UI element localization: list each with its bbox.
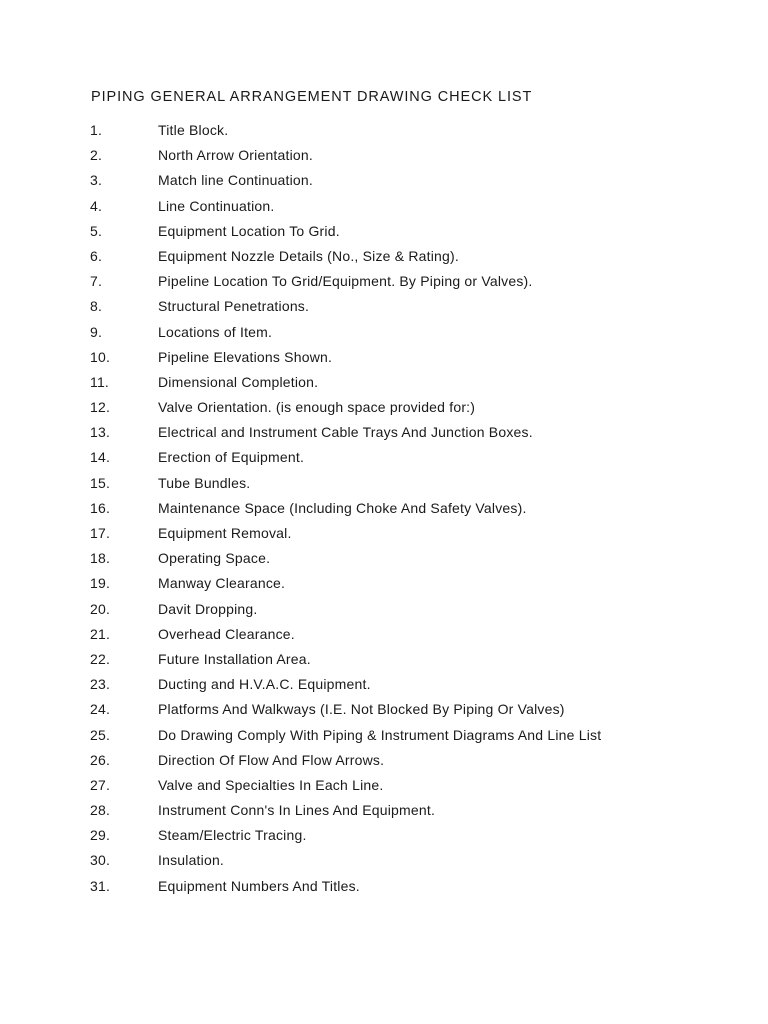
checklist-item [0,245,768,270]
item-number: 19. [90,575,111,592]
item-number: 27. [90,776,111,793]
item-number: 24. [90,701,111,718]
item-number: 21. [90,625,111,642]
checklist-item [0,497,768,522]
item-text: Valve Orientation. (is enough space provided for:) [158,399,476,416]
item-number: 26. [90,751,111,768]
item-number: 25. [90,726,111,743]
item-text: Locations of Item. [158,323,273,340]
item-text: Ducting and H.V.A.C. Equipment. [158,676,371,693]
item-number: 13. [90,424,111,441]
item-text: Do Drawing Comply With Piping & Instrument Diagrams And Line List [158,726,602,743]
item-number: 22. [90,650,111,667]
item-number: 28. [90,802,111,819]
item-text: Direction Of Flow And Flow Arrows. [158,751,385,768]
checklist-item [0,472,768,497]
item-text: Dimensional Completion. [158,373,319,390]
checklist-item [0,396,768,421]
item-number: 20. [90,600,111,617]
checklist-item [0,849,768,874]
checklist-item [0,295,768,320]
checklist-item [0,724,768,749]
item-text: Future Installation Area. [158,650,311,667]
item-text: Davit Dropping. [158,600,258,617]
checklist-item [0,371,768,396]
item-number: 16. [90,499,111,516]
checklist-item [0,321,768,346]
checklist-item [0,421,768,446]
item-number: 29. [90,827,111,844]
item-number: 17. [90,525,111,541]
item-number: 8. [90,298,103,315]
checklist-item [0,346,768,371]
item-number: 23. [90,676,111,693]
item-text: Title Block. [158,122,229,138]
item-text: Match line Continuation. [158,172,313,189]
item-number: 15. [90,474,111,491]
checklist-item [0,774,768,799]
checklist-item [0,623,768,648]
item-text: Structural Penetrations. [158,298,310,315]
item-text: Manway Clearance. [158,575,286,592]
checklist [0,119,768,900]
item-number: 31. [90,877,111,894]
checklist-item [0,547,768,572]
checklist-item [0,698,768,723]
checklist-item [0,749,768,774]
item-number: 10. [90,348,111,365]
item-number: 18. [90,550,111,567]
checklist-item [0,799,768,824]
item-number: 6. [90,247,103,264]
item-number: 7. [90,273,103,290]
page-title: PIPING GENERAL ARRANGEMENT DRAWING CHECK LIST [91,89,533,105]
checklist-item [0,522,768,547]
item-text: Pipeline Elevations Shown. [158,348,333,365]
item-number: 2. [90,147,103,164]
checklist-item [0,673,768,698]
checklist-item [0,598,768,623]
checklist-item [0,195,768,220]
item-text: Platforms And Walkways (I.E. Not Blocked By Piping Or Valves) [158,701,565,718]
item-text: Equipment Nozzle Details (No., Size & Rating). [158,247,459,264]
item-number: 12. [90,399,111,416]
item-text: Equipment Location To Grid. [158,222,340,239]
item-text: Pipeline Location To Grid/Equipment. By Piping or Valves). [158,273,533,290]
checklist-item [0,119,768,144]
item-number: 5. [90,222,103,239]
checklist-item [0,572,768,597]
item-text: Instrument Conn's In Lines And Equipment. [158,802,436,819]
item-number: 11. [90,373,110,390]
item-number: 14. [90,449,111,466]
checklist-item [0,270,768,295]
item-text: Erection of Equipment. [158,449,305,466]
checklist-item [0,875,768,900]
checklist-item [0,648,768,673]
item-text: Operating Space. [158,550,271,567]
item-text: Line Continuation. [158,197,275,214]
item-text: Maintenance Space (Including Choke And Safety Valves). [158,499,527,516]
item-text: Electrical and Instrument Cable Trays And Junction Boxes. [158,424,533,441]
item-text: Insulation. [158,852,225,869]
item-text: North Arrow Orientation. [158,147,313,164]
checklist-item [0,446,768,471]
item-text: Valve and Specialties In Each Line. [158,776,384,793]
item-number: 4. [90,197,103,214]
checklist-item [0,144,768,169]
item-number: 1. [90,122,103,138]
item-text: Overhead Clearance. [158,625,295,642]
item-number: 30. [90,852,111,869]
item-text: Tube Bundles. [158,474,251,491]
item-text: Equipment Numbers And Titles. [158,877,360,894]
item-text: Equipment Removal. [158,525,292,541]
item-text: Steam/Electric Tracing. [158,827,307,844]
checklist-item [0,824,768,849]
item-number: 9. [90,323,103,340]
item-number: 3. [90,172,103,189]
checklist-item [0,169,768,194]
checklist-item [0,220,768,245]
